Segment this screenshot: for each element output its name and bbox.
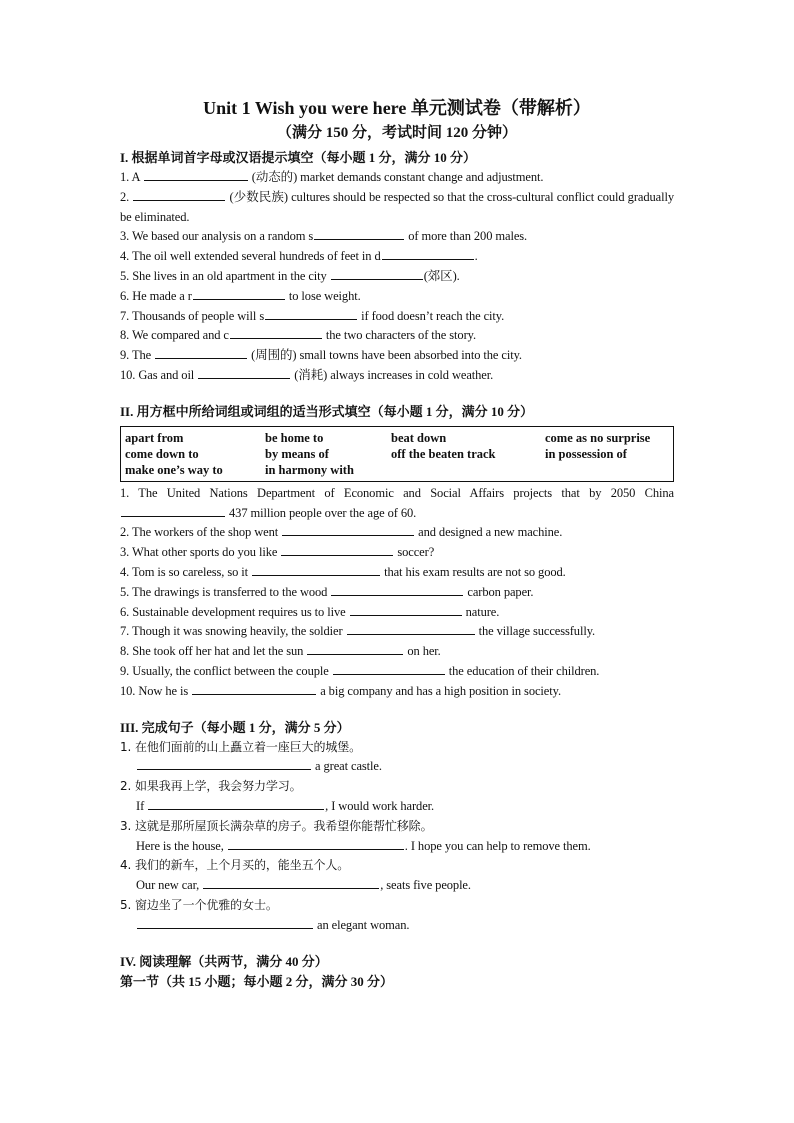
answer-blank[interactable] xyxy=(382,247,474,260)
phrase: in possession of xyxy=(545,446,627,461)
question-prompt: 1. 在他们面前的山上矗立着一座巨大的城堡。 xyxy=(120,739,362,754)
question: 10. Now he is a big company and has a high position in society. xyxy=(120,683,561,698)
answer-blank[interactable] xyxy=(155,346,247,359)
question: 7. Thousands of people will s if food doesn’t reach the city. xyxy=(120,308,505,323)
question: 4. The oil well extended several hundreds of feet in d . xyxy=(120,249,478,264)
section-4-subheading: 第一节（共 15 小题；每小题 2 分，满分 30 分） xyxy=(120,973,394,989)
answer-blank[interactable] xyxy=(350,603,462,616)
question: 3. What other sports do you like soccer? xyxy=(120,545,435,560)
phrase: be home to xyxy=(265,430,324,445)
question-prompt: 5. 窗边坐了一个优雅的女士。 xyxy=(120,897,278,912)
answer-blank[interactable] xyxy=(228,837,404,850)
worksheet-page xyxy=(120,96,674,992)
question: If , I would work harder. xyxy=(136,798,435,813)
section-2-questions xyxy=(120,484,674,702)
answer-blank[interactable] xyxy=(347,622,475,635)
question: 6. He made a r to lose weight. xyxy=(120,288,361,303)
section-3-heading: III. 完成句子（每小题 1 分，满分 5 分） xyxy=(120,719,350,735)
answer-blank[interactable] xyxy=(282,523,414,536)
answer-blank[interactable] xyxy=(198,366,290,379)
question: 5. The drawings is transferred to the wood carbon paper. xyxy=(120,584,534,599)
section-1-heading: I. 根据单词首字母或汉语提示填空（每小题 1 分，满分 10 分） xyxy=(120,150,477,165)
question: 1. The United Nations Department of Economic and Social Affairs projects that by 2050 China 437 million people over the age of 60. xyxy=(120,485,674,520)
question: 2. (少数民族) cultures should be respected so that the cross-cultural conflict could gradually be eliminated. xyxy=(120,189,674,224)
answer-blank[interactable] xyxy=(203,876,379,889)
question: an elegant woman. xyxy=(120,916,674,936)
answer-blank[interactable] xyxy=(230,326,322,339)
section-2-heading: II. 用方框中所给词组或词组的适当形式填空（每小题 1 分，满分 10 分） xyxy=(120,403,534,419)
question: 1. A (动态的) market demands constant change and adjustment. xyxy=(120,170,544,184)
answer-blank[interactable] xyxy=(333,662,445,675)
question-prompt: 4. 我们的新车，上个月买的，能坐五个人。 xyxy=(120,858,350,873)
answer-blank[interactable] xyxy=(307,642,403,655)
question: Here is the house, . I hope you can help to remove them. xyxy=(136,838,591,853)
answer-blank[interactable] xyxy=(314,227,404,240)
question-prompt: 2. 如果我再上学，我会努力学习。 xyxy=(120,779,302,794)
answer-blank[interactable] xyxy=(148,797,324,810)
page-subtitle: （满分 150 分，考试时间 120 分钟） xyxy=(276,125,517,141)
answer-blank[interactable] xyxy=(133,188,225,201)
answer-blank[interactable] xyxy=(192,682,316,695)
phrase: come down to xyxy=(125,446,199,461)
answer-blank[interactable] xyxy=(193,287,285,300)
question: 9. Usually, the conflict between the couple the education of their children. xyxy=(120,663,600,678)
question: a great castle. xyxy=(120,757,674,777)
phrase: apart from xyxy=(125,430,184,445)
question-prompt: 3. 这就是那所屋顶长满杂草的房子。我希望你能帮忙移除。 xyxy=(120,818,433,833)
question: 7. Though it was snowing heavily, the soldier the village successfully. xyxy=(120,624,596,639)
answer-blank[interactable] xyxy=(121,504,225,517)
question: 4. Tom is so careless, so it that his exam results are not so good. xyxy=(120,564,566,579)
question: 3. We based our analysis on a random s of more than 200 males. xyxy=(120,229,528,244)
answer-blank[interactable] xyxy=(144,168,248,181)
section-4-heading: IV. 阅读理解（共两节，满分 40 分） xyxy=(120,953,328,969)
section-1-questions xyxy=(120,168,674,386)
question: 10. Gas and oil (消耗) always increases in cold weather. xyxy=(120,367,494,382)
answer-blank[interactable] xyxy=(331,583,463,596)
phrase: in harmony with xyxy=(265,462,354,477)
answer-blank[interactable] xyxy=(281,543,393,556)
answer-blank[interactable] xyxy=(331,267,423,280)
answer-blank[interactable] xyxy=(137,916,313,929)
question: 9. The (周围的) small towns have been absorbed into the city. xyxy=(120,348,522,363)
answer-blank[interactable] xyxy=(252,563,380,576)
question: 8. We compared and c the two characters of the story. xyxy=(120,328,476,343)
question: 5. She lives in an old apartment in the city (郊区). xyxy=(120,268,460,283)
phrase: beat down xyxy=(391,430,447,445)
phrase: by means of xyxy=(265,446,329,461)
question: 8. She took off her hat and let the sun on her. xyxy=(120,644,441,659)
page-title: Unit 1 Wish you were here 单元测试卷（带解析） xyxy=(203,98,591,118)
section-3-questions xyxy=(120,738,674,936)
answer-blank[interactable] xyxy=(265,307,357,320)
phrase: come as no surprise xyxy=(545,430,651,445)
question: Our new car, , seats five people. xyxy=(136,878,471,893)
question: 6. Sustainable development requires us to live nature. xyxy=(120,604,500,619)
phrase-box xyxy=(120,426,674,482)
answer-blank[interactable] xyxy=(137,757,311,770)
phrase: make one’s way to xyxy=(125,462,223,477)
phrase: off the beaten track xyxy=(391,446,496,461)
question: 2. The workers of the shop went and designed a new machine. xyxy=(120,525,563,540)
